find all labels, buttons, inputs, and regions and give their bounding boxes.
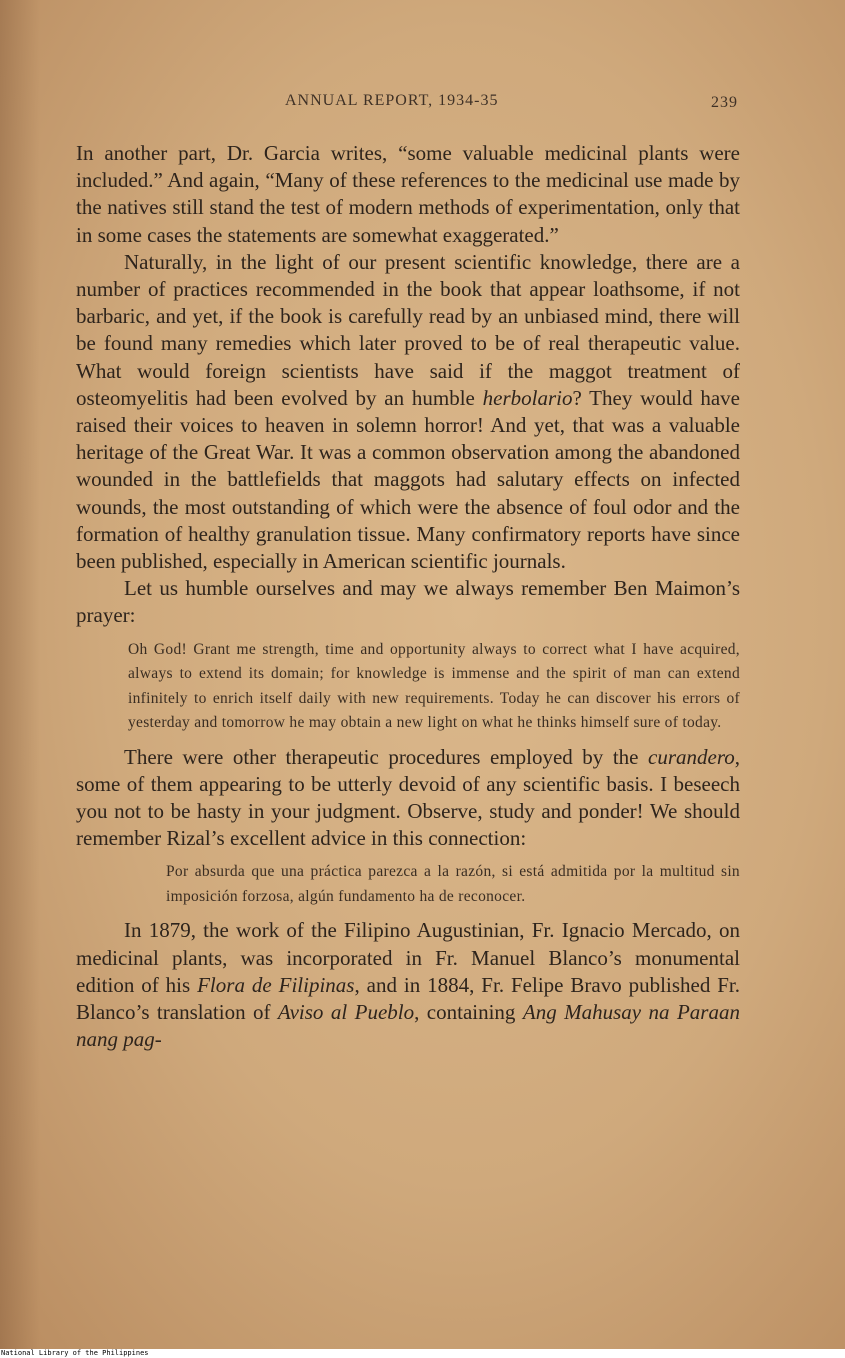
italic-term: herbolario	[482, 385, 573, 410]
text-run: ? They would have raised their voices to heaven in solemn horror! And yet, that was a valuable heritage of the Great War. It was a common observation among the abandoned wounded in the battlefields that maggots had salutary effects on infected wounds, the most outstanding of which were the absence of foul odor and the formation of healthy granulation tissue. Many confirmatory reports have since been published, especially in American scientific journals.	[76, 385, 741, 574]
paragraph: Let us humble ourselves and may we always remember Ben Maimon’s prayer:	[76, 576, 740, 628]
text-run: Naturally, in the light of our present scientific knowledge, there are a number of practices recommended in the book that appear loathsome, if not barbaric, and yet, if the book is carefully read by an unbiased mind, there will be found many remedies which later proved to be of real therapeutic value. What would foreign scientists have said if the maggot treatment of osteomyelitis had been evolved by an humble	[76, 249, 740, 410]
block-quote: Por absurda que una práctica parezca a la razón, si está admitida por la multitud sin imposición forzosa, algún fundamento ha de reconocer.	[166, 863, 740, 905]
italic-title: Ang Mahusay na Paraan nang pag-	[76, 1000, 740, 1052]
text-run: In 1879, the work of the Filipino Augustinian, Fr. Ignacio Mercado, on medicinal plants, was incorporated in Fr. Manuel Blanco’s monumental edition of his	[76, 918, 740, 997]
block-quote: Oh God! Grant me strength, time and opportunity always to correct what I have acquired, always to extend its domain; for knowledge is immense and the spirit of man can extend infinitely to enrich itself daily with new requirements. Today he can discover his errors of yesterday and tomorrow he may obtain a new light on what he thinks himself sure of today.	[128, 640, 740, 732]
library-footer: National Library of the Philippines	[0, 1349, 845, 1358]
italic-title: Flora de Filipinas	[197, 972, 355, 997]
paragraph: In another part, Dr. Garcia writes, “some valuable medicinal plants were included.” And again, “Many of these references to the medicinal use made by the natives still stand the test of modern methods of experimentation, only that in some cases the statements are somewhat exaggerated.”	[76, 141, 740, 247]
running-head-title: ANNUAL REPORT, 1934-35	[285, 92, 499, 109]
text-run: , containing	[414, 1000, 523, 1025]
paragraph	[76, 917, 740, 1053]
italic-term: curandero	[648, 744, 735, 769]
page-number: 239	[711, 94, 738, 111]
text-run: There were other therapeutic procedures employed by the	[124, 744, 649, 769]
paragraph	[76, 744, 740, 853]
italic-title: Aviso al Pueblo	[277, 1000, 415, 1025]
body-text	[76, 140, 740, 1053]
running-head	[0, 92, 845, 116]
paragraph	[76, 249, 740, 575]
text-run: , some of them appearing to be utterly devoid of any scientific basis. I beseech you not to be hasty in your judgment. Observe, study and ponder! We should remember Rizal’s excellent advice in this connection:	[76, 744, 740, 851]
text-run: , and in 1884, Fr. Felipe Bravo published Fr. Blanco’s translation of	[76, 972, 741, 1025]
